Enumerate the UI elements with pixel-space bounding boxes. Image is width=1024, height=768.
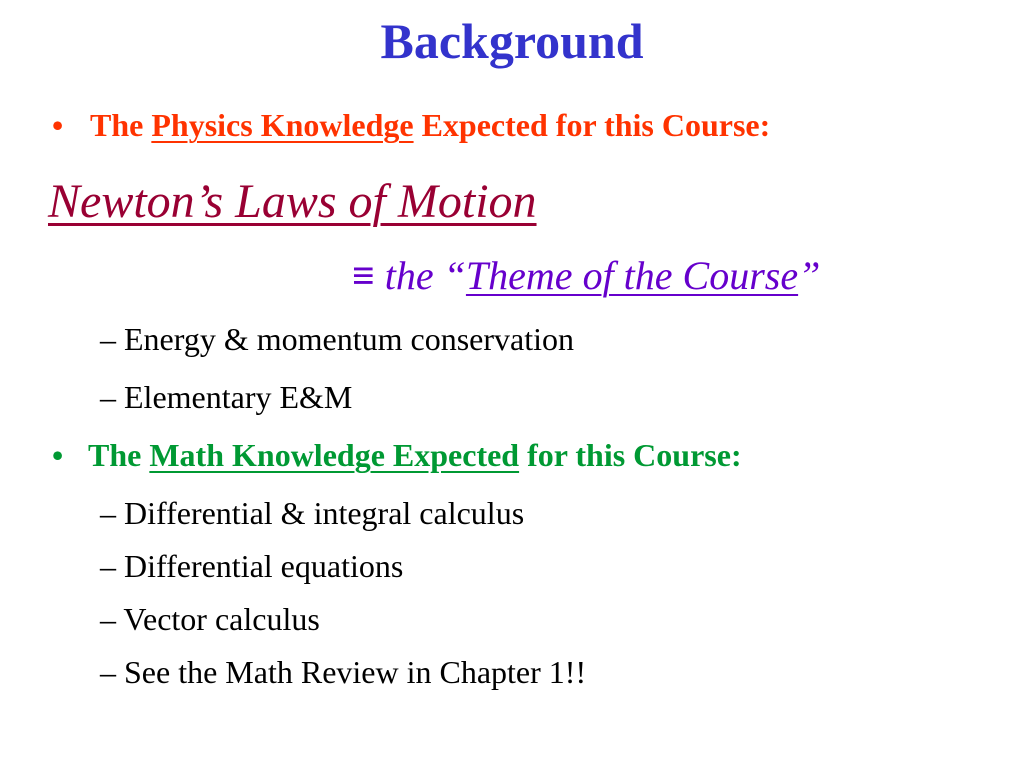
list-item: – Differential equations: [100, 548, 404, 584]
bullet-marker: •: [52, 437, 64, 473]
bullet-marker: •: [52, 107, 64, 143]
theme-suffix: ”: [798, 253, 821, 298]
math-knowledge-heading: [88, 438, 742, 473]
theme-of-course: Theme of the Course: [465, 253, 799, 298]
list-item: – Vector calculus: [100, 601, 320, 637]
heading-prefix: The: [90, 107, 152, 143]
list-item: – Elementary E&M: [100, 379, 353, 415]
heading-suffix: Expected for this Course:: [413, 107, 771, 143]
list-item: – See the Math Review in Chapter 1!!: [100, 654, 587, 690]
physics-knowledge-heading: [90, 108, 770, 143]
theme-line: [352, 254, 820, 298]
equivalence-symbol: ≡: [352, 253, 375, 298]
heading-suffix: for this Course:: [519, 437, 742, 473]
physics-knowledge-link: Physics Knowledge: [151, 107, 414, 143]
math-knowledge-link: Math Knowledge Expected: [149, 437, 520, 473]
heading-prefix: The: [88, 437, 150, 473]
list-item: – Differential & integral calculus: [100, 495, 525, 531]
theme-prefix: the “: [374, 253, 466, 298]
list-item: – Energy & momentum conservation: [100, 321, 574, 357]
newtons-laws-heading: Newton’s Laws of Motion: [48, 175, 537, 228]
slide-title: Background: [380, 13, 644, 69]
